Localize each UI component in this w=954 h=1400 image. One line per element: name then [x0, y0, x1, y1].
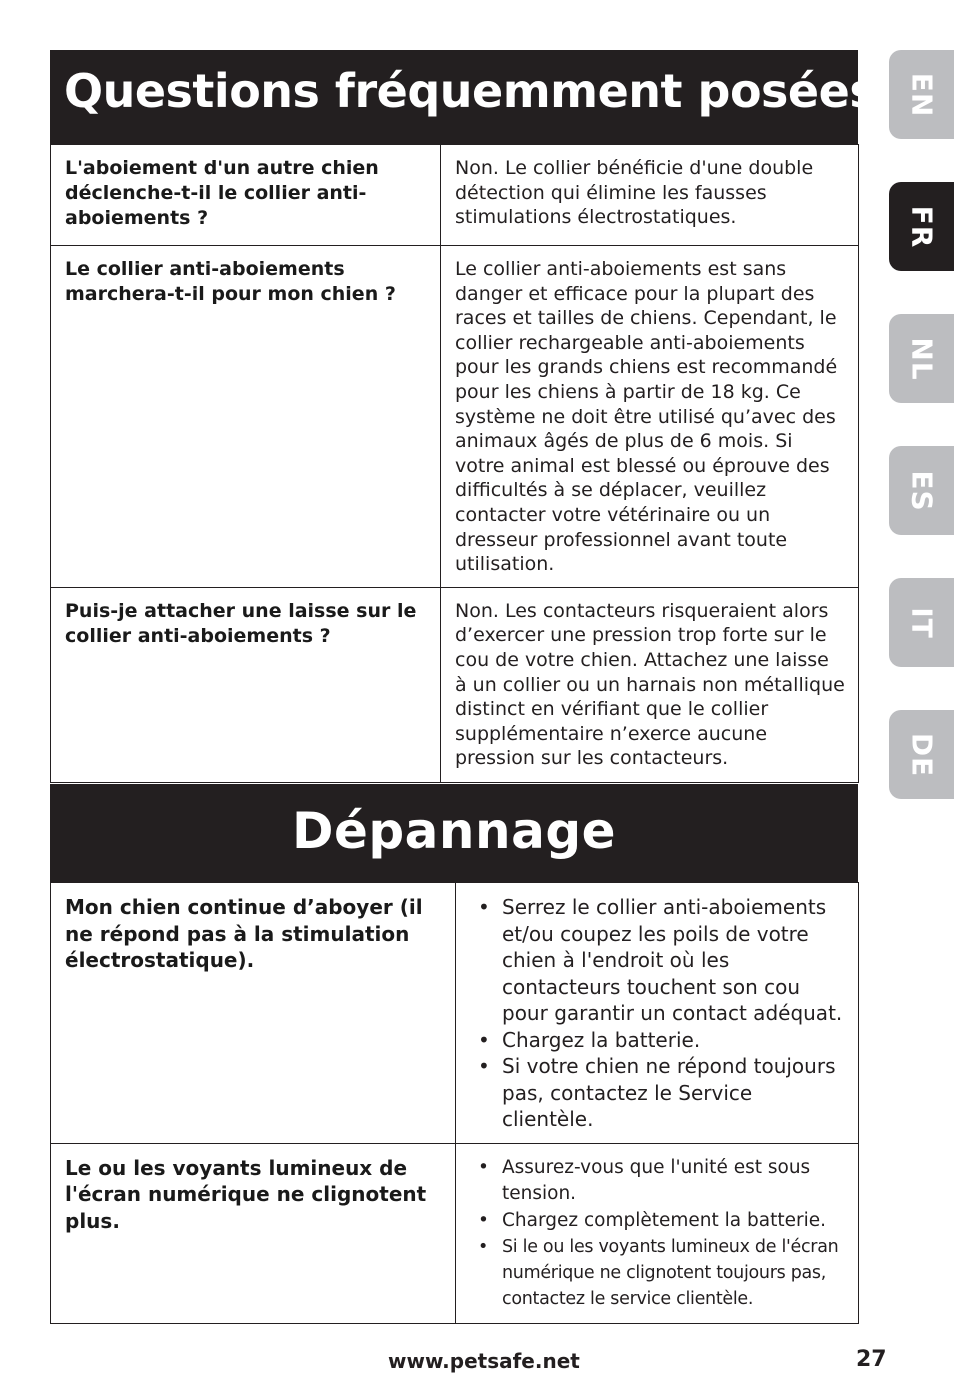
faq-answer: Le collier anti-aboiements est sans danger et efficace pour la plupart des races et tailles de chiens. Cependant, le collier rechargeable anti-aboiements pour les grands chiens est recommandé pour les chiens à partir de 18 kg. Ce système ne doit être utilisé qu’avec des animaux âgés de plus de 6 mois. Si votre animal est blessé ou éprouve des difficultés à se déplacer, veuillez contacter votre vétérinaire ou un dresseur professionnel avant toute utilisation.: [441, 246, 859, 588]
troubleshooting-solutions: [456, 883, 859, 1144]
table-row: [51, 145, 859, 246]
solution-text: Serrez le collier anti-aboiements et/ou coupez les poils de votre chien à l'endroit où les contacteurs touchent son cou pour garantir un contact adéquat.: [502, 895, 843, 1025]
list-item: [476, 1208, 846, 1235]
faq-question: L'aboiement d'un autre chien déclenche-t-il le collier anti-aboiements ?: [51, 145, 441, 246]
list-item: [476, 1053, 846, 1133]
bullet-icon: •: [478, 1237, 489, 1257]
language-tab-label: IT: [905, 606, 938, 639]
bullet-icon: •: [478, 1054, 490, 1078]
language-tab-de[interactable]: [889, 710, 954, 799]
faq-title: Questions fréquemment posées: [64, 64, 877, 118]
solution-list: [476, 894, 846, 1133]
table-row: [51, 587, 859, 782]
page-number: 27: [856, 1347, 887, 1372]
list-item: [476, 894, 846, 1027]
faq-section-header: [50, 50, 877, 145]
troubleshooting-section-header: [50, 784, 858, 883]
faq-question: Puis-je attacher une laisse sur le collier anti-aboiements ?: [51, 587, 441, 782]
table-row: [51, 883, 859, 1144]
language-tab-label: FR: [905, 205, 938, 248]
solution-text: Si votre chien ne répond toujours pas, contactez le Service clientèle.: [502, 1054, 836, 1131]
footer-website-link[interactable]: www.petsafe.net: [388, 1349, 580, 1373]
faq-question: Le collier anti-aboiements marchera-t-il pour mon chien ?: [51, 246, 441, 588]
list-item: [476, 1027, 846, 1054]
bullet-icon: •: [478, 1209, 489, 1231]
language-tab-fr[interactable]: [889, 182, 954, 271]
language-tab-label: NL: [905, 336, 938, 381]
language-tab-nl[interactable]: [889, 314, 954, 403]
language-tab-es[interactable]: [889, 446, 954, 535]
bullet-icon: •: [478, 1156, 489, 1178]
solution-text: Assurez-vous que l'unité est sous tension.: [502, 1156, 811, 1204]
list-item: [476, 1234, 846, 1312]
faq-answer: Non. Le collier bénéficie d'une double détection qui élimine les fausses stimulations électrostatiques.: [441, 145, 859, 246]
solution-text: Chargez la batterie.: [502, 1027, 701, 1052]
bullet-icon: •: [478, 895, 490, 919]
language-tab-label: EN: [905, 72, 938, 117]
language-tab-label: DE: [905, 732, 938, 777]
troubleshooting-table: [50, 882, 859, 1324]
table-row: [51, 246, 859, 588]
language-tab-en[interactable]: [889, 50, 954, 139]
troubleshooting-title: Dépannage: [291, 802, 617, 860]
language-tab-it[interactable]: [889, 578, 954, 667]
troubleshooting-solutions: [456, 1143, 859, 1323]
troubleshooting-problem: Le ou les voyants lumineux de l'écran numérique ne clignotent plus.: [51, 1143, 456, 1323]
list-item: [476, 1155, 846, 1208]
solution-text: Chargez complètement la batterie.: [502, 1209, 826, 1231]
troubleshooting-problem: Mon chien continue d’aboyer (il ne répond pas à la stimulation électrostatique).: [51, 883, 456, 1144]
bullet-icon: •: [478, 1027, 490, 1052]
language-tab-label: ES: [905, 469, 938, 512]
solution-list: [476, 1155, 846, 1313]
solution-text: Si le ou les voyants lumineux de l'écran numérique ne clignotent toujours pas, contactez le service clientèle.: [502, 1237, 839, 1309]
faq-answer: Non. Les contacteurs risqueraient alors d’exercer une pression trop forte sur le cou de votre chien. Attachez une laisse à un collier ou un harnais non métallique distinct en vérifiant que le collier supplémentaire n’exerce aucune pression sur les contacteurs.: [441, 587, 859, 782]
faq-table: [50, 144, 859, 783]
table-row: [51, 1143, 859, 1323]
